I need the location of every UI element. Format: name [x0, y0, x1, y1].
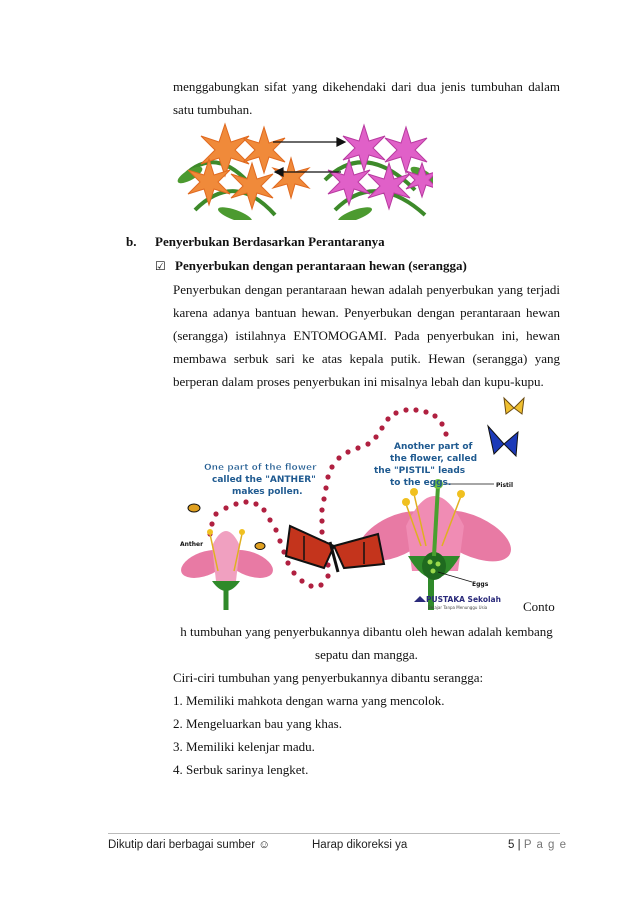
- pistil-label-line-3: the "PISTIL" leads: [374, 466, 466, 476]
- caption-line-2: h tumbuhan yang penyerbukannya dibantu oleh hewan adalah kembang: [180, 624, 553, 639]
- intro-line-2: satu tumbuhan.: [173, 102, 253, 117]
- section-b-marker: b.: [126, 234, 137, 249]
- anther-label-line-2: called the "ANTHER": [212, 475, 316, 485]
- caption-line-3: sepatu dan mangga.: [315, 647, 418, 662]
- page-number-value: 5: [508, 839, 515, 851]
- watermark-subtitle: Belajar Tanpa Menunggu Usia: [428, 605, 488, 610]
- page-separator: |: [517, 839, 521, 851]
- list-item: 4. Serbuk sarinya lengket.: [173, 762, 309, 777]
- intro-line-1: menggabungkan sifat yang dikehendaki dari dua jenis tumbuhan dalam: [173, 79, 560, 94]
- footer-divider: [108, 833, 560, 834]
- anther-tag: Anther: [180, 541, 204, 548]
- section-b-heading: Penyerbukan Berdasarkan Perantaranya: [155, 234, 385, 249]
- lily-hybrid-image: [175, 120, 433, 220]
- yellow-butterfly-icon: [504, 398, 524, 414]
- footer-center-note: Harap dikoreksi ya: [312, 839, 408, 851]
- anther-label-line-1: One part of the flower: [204, 463, 317, 473]
- page-number: [508, 839, 567, 851]
- paragraph-line: membawa serbuk sari ke atas kepala putik. Hewan (serangga) yang: [173, 351, 560, 366]
- pollination-diagram: [176, 396, 532, 610]
- caption-line-1-end: Conto: [523, 599, 555, 614]
- blue-butterfly-icon: [488, 426, 518, 456]
- school-logo-icon: [414, 596, 426, 602]
- list-item: 2. Mengeluarkan bau yang khas.: [173, 716, 342, 731]
- footer-source-note: Dikutip dari berbagai sumber ☺: [108, 839, 270, 851]
- traits-intro: Ciri-ciri tumbuhan yang penyerbukannya dibantu serangga:: [173, 670, 484, 685]
- list-item: 3. Memiliki kelenjar madu.: [173, 739, 315, 754]
- pistil-label-line-4: to the eggs.: [390, 478, 452, 488]
- paragraph-line: Penyerbukan dengan perantaraan hewan adalah penyerbukan yang terjadi: [173, 282, 560, 297]
- anther-label-line-3: makes pollen.: [232, 487, 303, 497]
- paragraph-line: karena adanya bantuan hewan. Penyerbukan dengan perantaraan hewan: [173, 305, 560, 320]
- watermark-title: PUSTAKA Sekolah: [426, 595, 501, 604]
- list-item: 1. Memiliki mahkota dengan warna yang mencolok.: [173, 693, 445, 708]
- checkbox-icon: ☑: [155, 259, 166, 273]
- pistil-label-line-2: the flower, called: [390, 454, 478, 464]
- page-word: P a g e: [523, 839, 568, 851]
- eggs-tag: Eggs: [472, 581, 489, 588]
- paragraph-line: (serangga) istilahnya ENTOMOGAMI. Pada penyerbukan ini, hewan: [173, 328, 560, 343]
- pistil-label-line-1: Another part of: [394, 442, 473, 452]
- pistil-tag: Pistil: [496, 482, 514, 489]
- pink-lilies: [325, 125, 433, 220]
- subsection-heading: Penyerbukan dengan perantaraan hewan (serangga): [175, 258, 467, 273]
- paragraph-line: berperan dalam proses penyerbukan ini misalnya lebah dan kupu-kupu.: [173, 374, 544, 389]
